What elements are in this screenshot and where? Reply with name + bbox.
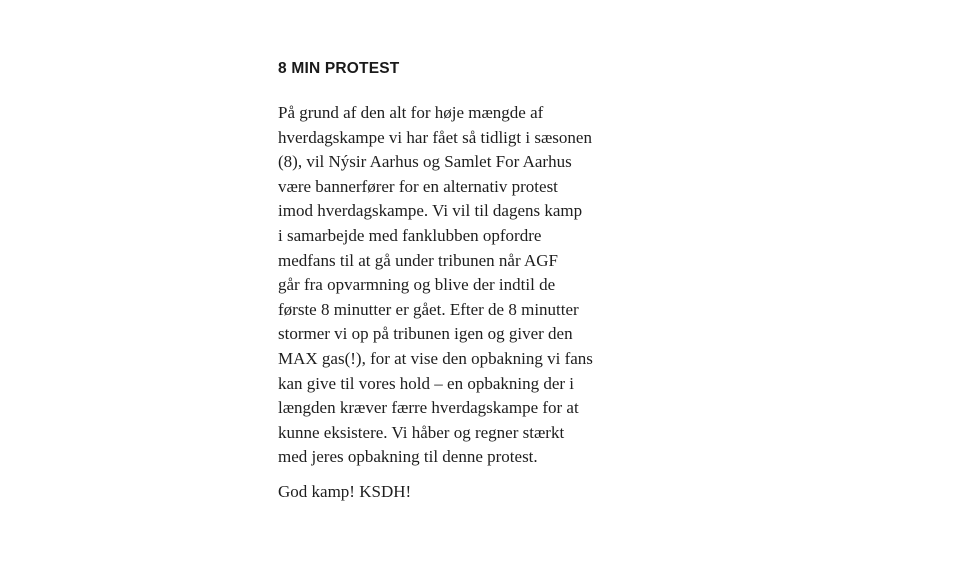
paragraph-line: kan give til vores hold – en opbakning der i: [278, 373, 575, 393]
paragraph-line: imod hverdagskampe. Vi vil til dagens kamp: [278, 201, 583, 221]
paragraph-line: MAX gas(!), for at vise den opbakning vi fans: [278, 348, 593, 368]
paragraph-line: med jeres opbakning til denne protest.: [278, 447, 538, 467]
paragraph-line: hverdagskampe vi har fået så tidligt i sæsonen: [278, 127, 592, 147]
paragraph-line: være bannerfører for en alternativ protest: [278, 176, 558, 196]
paragraph-line: På grund af den alt for høje mængde af: [278, 103, 544, 122]
body-paragraph: [278, 101, 658, 470]
signoff-text: God kamp! KSDH!: [278, 482, 412, 501]
document-title: 8 MIN PROTEST: [278, 60, 400, 77]
paragraph-line: længden kræver færre hverdagskampe for at: [278, 398, 579, 418]
paragraph-line: første 8 minutter er gået. Efter de 8 minutter: [278, 299, 579, 319]
paragraph-line: (8), vil Nýsir Aarhus og Samlet For Aarhus: [278, 152, 572, 172]
paragraph-line: går fra opvarmning og blive der indtil de: [278, 275, 556, 295]
paragraph-line: kunne eksistere. Vi håber og regner stærkt: [278, 422, 565, 442]
paragraph-line: stormer vi op på tribunen igen og giver den: [278, 324, 573, 344]
paragraph-line: medfans til at gå under tribunen når AGF: [278, 250, 558, 270]
paragraph-line: i samarbejde med fanklubben opfordre: [278, 225, 542, 245]
